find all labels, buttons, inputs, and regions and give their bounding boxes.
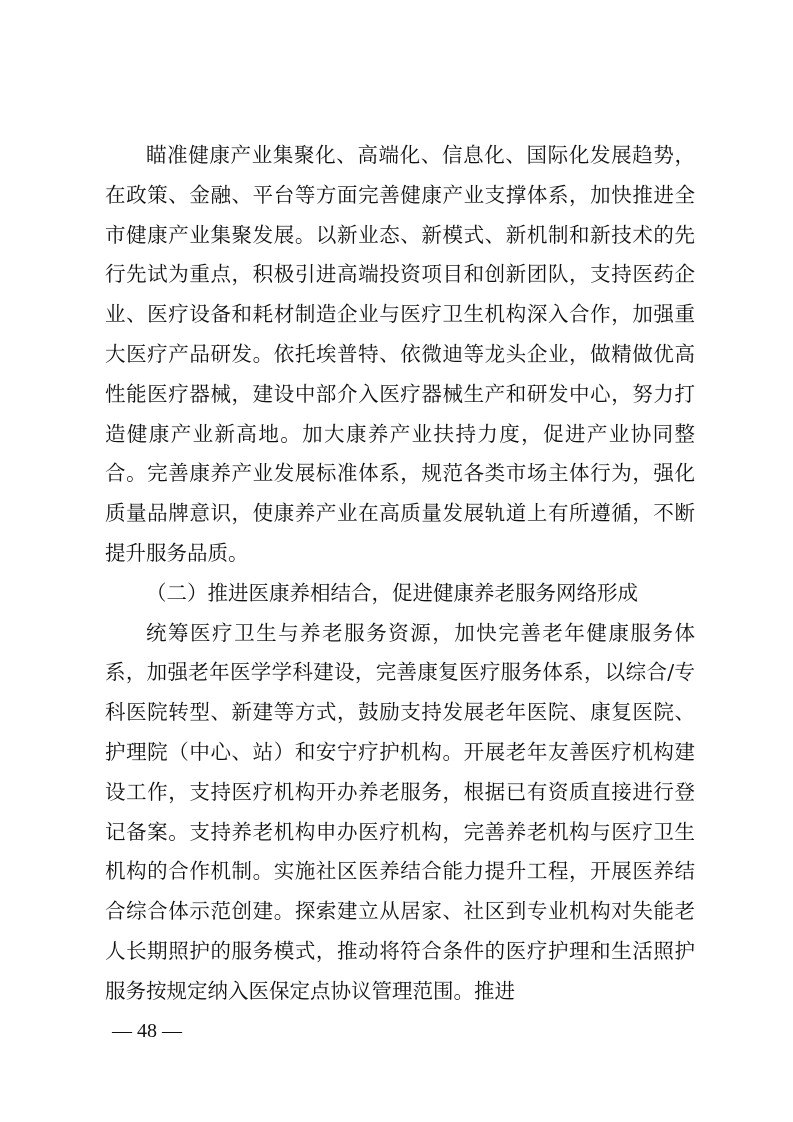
paragraph-health-industry: 瞄准健康产业集聚化、高端化、信息化、国际化发展趋势，在政策、金融、平台等方面完善健康产业支撑体系，加快推进全市健康产业集聚发展。以新业态、新模式、新机制和新技术的先行先试为重点，积极引进高端投资项目和创新团队，支持医药企业、医疗设备和耗材制造企业与医疗卫生机构深入合作，加强重大医疗产品研发。依托埃普特、依微迪等龙头企业，做精做优高性能医疗器械，建设中部介入医疗器械生产和研发中心，努力打造健康产业新高地。加大康养产业扶持力度，促进产业协同整合。完善康养产业发展标准体系，规范各类市场主体行为，强化质量品牌意识，使康养产业在高质量发展轨道上有所遵循，不断提升服务品质。 bbox=[105, 143, 695, 565]
page-number: — 48 — bbox=[112, 1020, 182, 1042]
section-heading: （二）推进医康养相结合，促进健康养老服务网络形成 bbox=[146, 580, 638, 605]
body-text bbox=[105, 136, 695, 1012]
paragraph-medical-elderly-care: 统筹医疗卫生与养老服务资源，加快完善老年健康服务体系，加强老年医学学科建设，完善康复医疗服务体系，以综合/专科医院转型、新建等方式，鼓励支持发展老年医院、康复医院、护理院（中心、站）和安宁疗护机构。开展老年友善医疗机构建设工作，支持医疗机构开办养老服务，根据已有资质直接进行登记备案。支持养老机构申办医疗机构，完善养老机构与医疗卫生机构的合作机制。实施社区医养结合能力提升工程，开展医养结合综合体示范创建。探索建立从居家、社区到专业机构对失能老人长期照护的服务模式，推动将符合条件的医疗护理和生活照护服务按规定纳入医保定点协议管理范围。推进 bbox=[105, 620, 695, 1003]
